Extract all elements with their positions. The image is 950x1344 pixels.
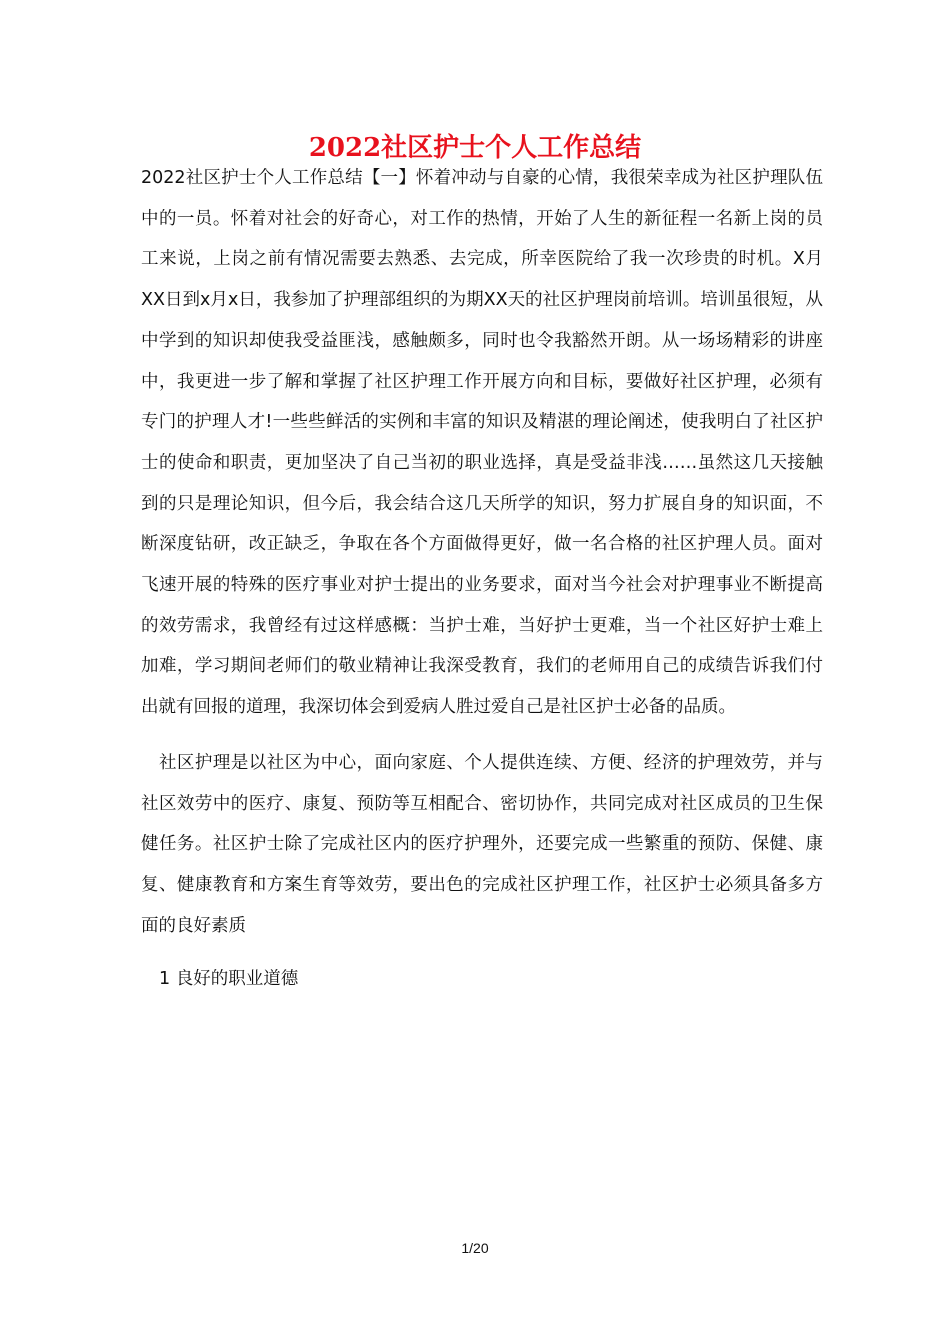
body-paragraph-community-nursing: 社区护理是以社区为中心，面向家庭、个人提供连续、方便、经济的护理效劳，并与社区效劳中的医疗、康复、预防等互相配合、密切协作，共同完成对社区成员的卫生保健任务。社区护士除了完成社区内的医疗护理外，还要完成一些繁重的预防、保健、康复、健康教育和方案生育等效劳，要出色的完成社区护理工作，社区护士必须具备多方面的良好素质 (141, 752, 823, 936)
document-title: 2022社区护士个人工作总结 (308, 133, 642, 163)
body-paragraph-intro: 2022社区护士个人工作总结【一】怀着冲动与自豪的心情，我很荣幸成为社区护理队伍中的一员。怀着对社会的好奇心，对工作的热情，开始了人生的新征程一名新上岗的员工来说，上岗之前有情况需要去熟悉、去完成，所幸医院给了我一次珍贵的时机。X月XX日到x月x日，我参加了护理部组织的为期XX天的社区护理岗前培训。培训虽很短，从中学到的知识却使我受益匪浅，感触颇多，同时也令我豁然开朗。从一场场精彩的讲座中，我更进一步了解和掌握了社区护理工作开展方向和目标，要做好社区护理，必须有专门的护理人才!一些些鲜活的实例和丰富的知识及精湛的理论阐述，使我明白了社区护士的使命和职责，更加坚决了自己当初的职业选择，真是受益非浅……虽然这几天接触到的只是理论知识，但今后，我会结合这几天所学的知识，努力扩展自身的知识面，不断深度钻研，改正缺乏，争取在各个方面做得更好，做一名合格的社区护理人员。面对飞速开展的特殊的医疗事业对护士提出的业务要求，面对当今社会对护理事业不断提高的效劳需求，我曾经有过这样感概：当护士难，当好护士更难，当一个社区好护士难上加难，学习期间老师们的敬业精神让我深受教育，我们的老师用自己的成绩告诉我们付出就有回报的道理，我深切体会到爱病人胜过爱自己是社区护士必备的品质。 (141, 168, 823, 718)
document-body (141, 158, 823, 1000)
body-list-item-ethics: 1 良好的职业道德 (159, 969, 299, 990)
page-number: 1/20 (461, 1240, 489, 1256)
